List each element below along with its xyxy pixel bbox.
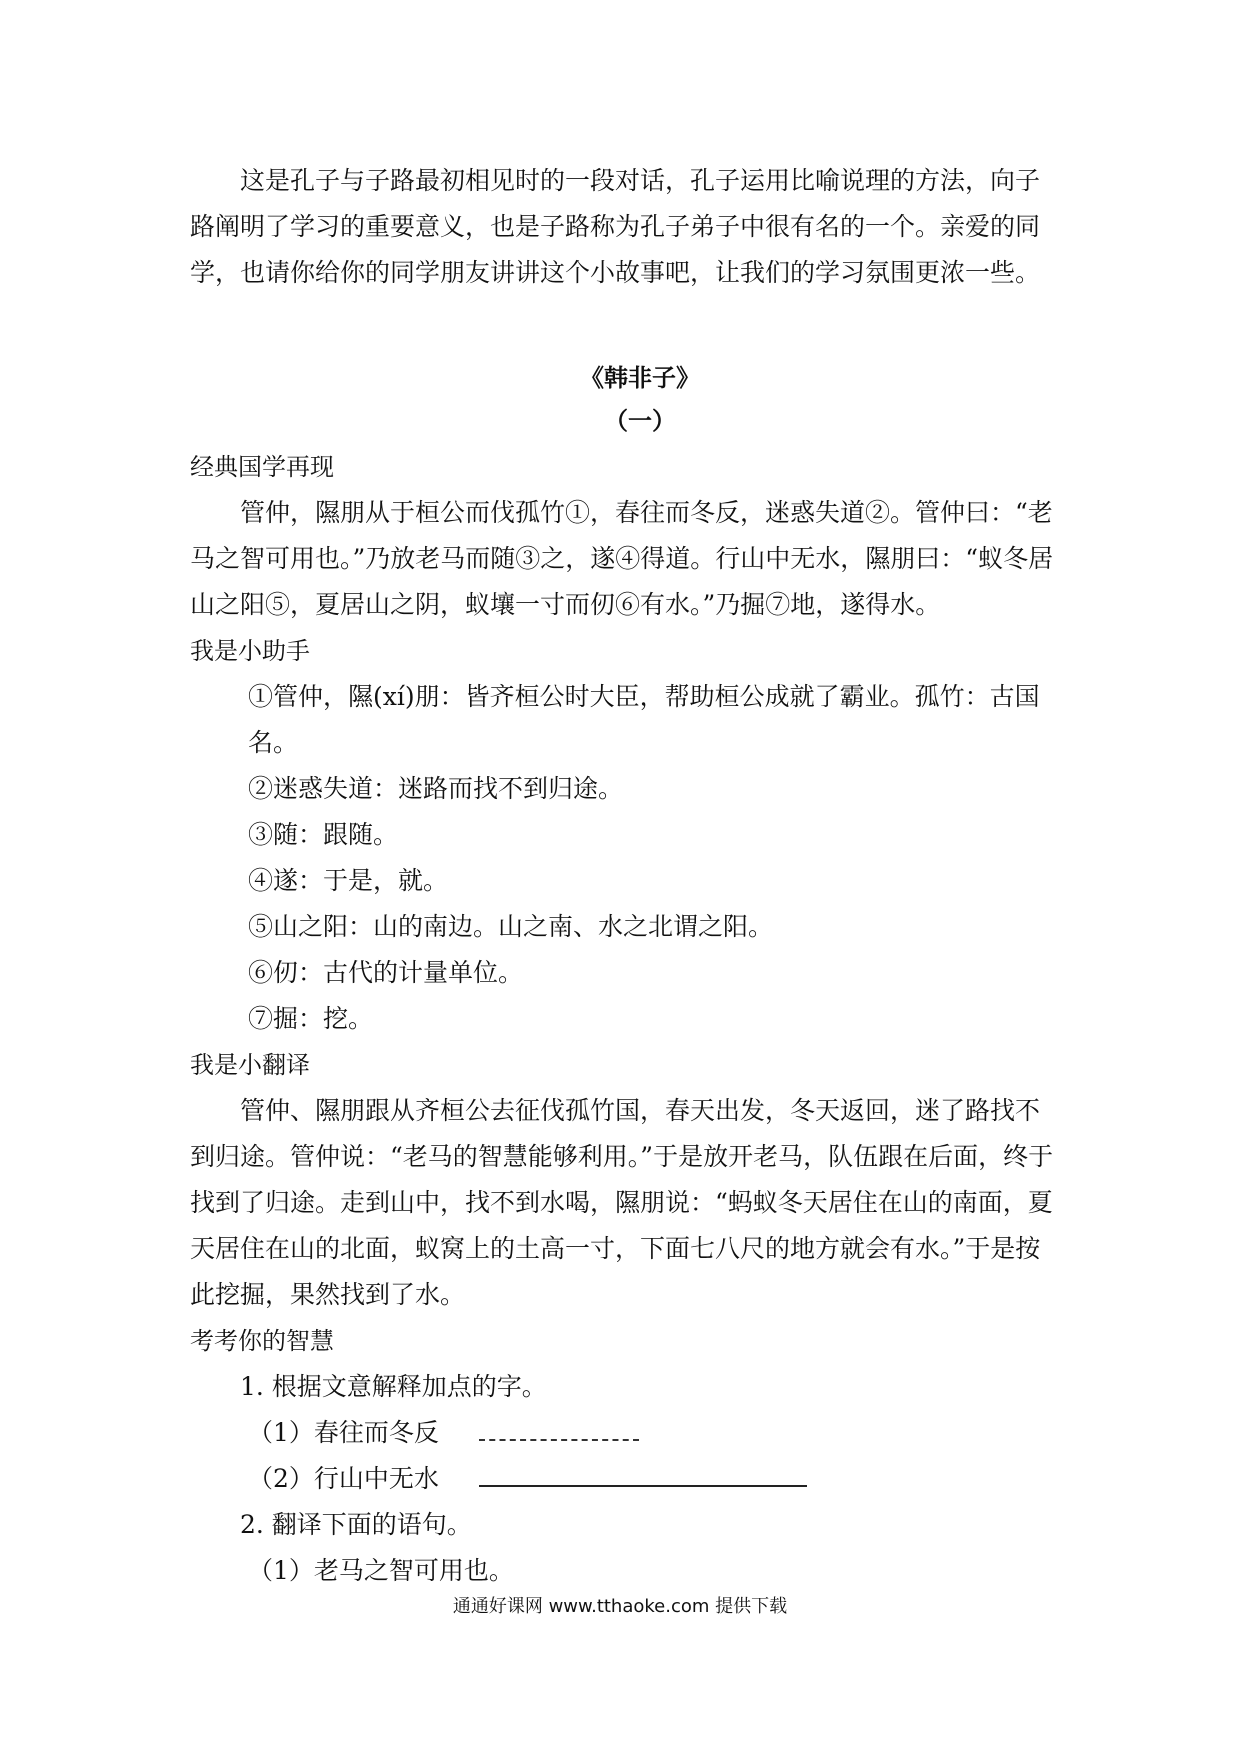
question-1b-row [190,1456,1060,1502]
question-1: 1. 根据文意解释加点的字。 [240,1372,547,1401]
question-2a: （1）老马之智可用也。 [248,1556,514,1585]
question-1a-row [190,1410,1060,1456]
section-heading-helper: 我是小助手 [190,637,310,665]
document-subtitle: （一） [604,407,676,435]
note-item: ④遂：于是，就。 [248,866,449,895]
answer-blank-1a[interactable] [479,1421,639,1441]
note-item: ⑦掘：挖。 [248,1004,374,1033]
section-heading-translate: 我是小翻译 [190,1051,310,1079]
note-item: ③随：跟随。 [248,820,399,849]
page-footer: 通通好课网 www.tthaoke.com 提供下载 [452,1596,788,1617]
classic-text: 管仲，隰朋从于桓公而伐孤竹①，春往而冬反，迷惑失道②。管仲曰：“老马之智可用也。”乃放老马而随③之，遂④得道。行山中无水，隰朋曰：“蚁冬居山之阳⑤，夏居山之阴，蚁壤一寸而仞⑥有水。”乃掘⑦地，遂得水。 [190,498,1054,619]
answer-blank-1b[interactable] [479,1467,807,1487]
section-heading-quiz: 考考你的智慧 [190,1327,334,1355]
question-1b-label: （2）行山中无水 [248,1464,439,1493]
document-body [190,158,1060,1594]
intro-paragraph: 这是孔子与子路最初相见时的一段对话，孔子运用比喻说理的方法，向子路阐明了学习的重要意义，也是子路称为孔子弟子中很有名的一个。亲爱的同学，也请你给你的同学朋友讲讲这个小故事吧，让我们的学习氛围更浓一些。 [190,166,1041,287]
question-1a-label: （1）春往而冬反 [248,1418,439,1447]
question-2: 2. 翻译下面的语句。 [240,1510,472,1539]
note-item: ②迷惑失道：迷路而找不到归途。 [248,774,624,803]
note-item: ①管仲，隰(xí)朋：皆齐桓公时大臣，帮助桓公成就了霸业。孤竹：古国名。 [248,682,1040,757]
translation-text: 管仲、隰朋跟从齐桓公去征伐孤竹国，春天出发，冬天返回，迷了路找不到归途。管仲说：“老马的智慧能够利用。”于是放开老马，队伍跟在后面，终于找到了归途。走到山中，找不到水喝，隰朋说：“蚂蚁冬天居住在山的南面，夏天居住在山的北面，蚁窝上的土高一寸，下面七八尺的地方就会有水。”于是按此挖掘，果然找到了水。 [190,1096,1054,1309]
note-item: ⑥仞：古代的计量单位。 [248,958,524,987]
section-heading-classic: 经典国学再现 [190,453,334,481]
note-item: ⑤山之阳：山的南边。山之南、水之北谓之阳。 [248,912,774,941]
document-title: 《韩非子》 [580,364,700,392]
